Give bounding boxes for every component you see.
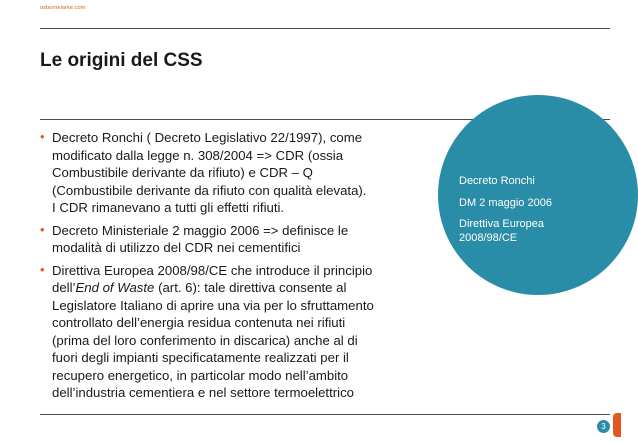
bullet-dot-icon: • [40,221,45,237]
end-of-waste-emphasis: End of Waste [75,280,155,295]
top-divider [40,28,610,29]
bullet-line-end-of-waste [52,279,425,297]
bullet-item-dm-2006 [40,222,425,257]
bullet-line: Decreto Ronchi ( Decreto Legislativo 22/1997), come [52,130,363,145]
circle-item-dm-2006: DM 2 maggio 2006 [459,196,552,209]
brand-name[interactable]: osbornelarke.com [40,5,86,11]
bullet-line: Direttiva Europea 2008/98/CE che introduce il principio [52,262,373,278]
bullet-list [40,129,425,407]
bullet-line: Legislatore Italiano di aprire una via per lo sfruttamento [52,297,374,313]
bullet-line: recupero energetico, in particolar modo nell’ambito [52,367,349,383]
bullet-line: modalità di utilizzo del CDR nei cementifici [52,240,301,255]
slide-title: Le origini del CSS [40,50,203,71]
bottom-divider [40,414,610,415]
corner-accent-shape [613,413,621,437]
bullet-line: dell’industria cementiera e nel settore termoelettrico [52,385,354,400]
bullet-line: modificato dalla legge n. 308/2004 => CDR (ossia [52,147,344,163]
bullet-item-direttiva [40,262,425,402]
page-number-badge: 3 [597,420,610,433]
circle-item-direttiva-label: Direttiva Europea 2008/98/CE [459,218,544,244]
bullet-item-ronchi [40,129,425,217]
bullet-dot-icon: • [40,129,45,144]
text-before-emphasis: dell’ [52,280,76,295]
bullet-line: Combustibile derivante da rifiuto) e CDR – Q [52,165,313,180]
bullet-line: (Combustibile derivante da rifiuto con qualità elevata). [52,182,367,198]
text-after-emphasis: (art. 6): tale direttiva consente al [154,280,347,295]
bullet-line: I CDR rimanevano a tutti gli effetti rifiuti. [52,200,285,215]
bullet-line: Decreto Ministeriale 2 maggio 2006 => definisce le [52,222,349,238]
bullet-line: controllato dell’energia residua contenuta nei rifiuti [52,315,346,330]
circle-item-direttiva [459,218,569,245]
bullet-line: fuori degli impianti specificatamente realizzati per il [52,350,349,365]
bullet-line: (prima del loro conferimento in discarica) anche al di [52,332,358,348]
circle-list [459,175,569,253]
circle-item-ronchi: Decreto Ronchi [459,175,535,187]
bullet-dot-icon: • [40,261,45,277]
